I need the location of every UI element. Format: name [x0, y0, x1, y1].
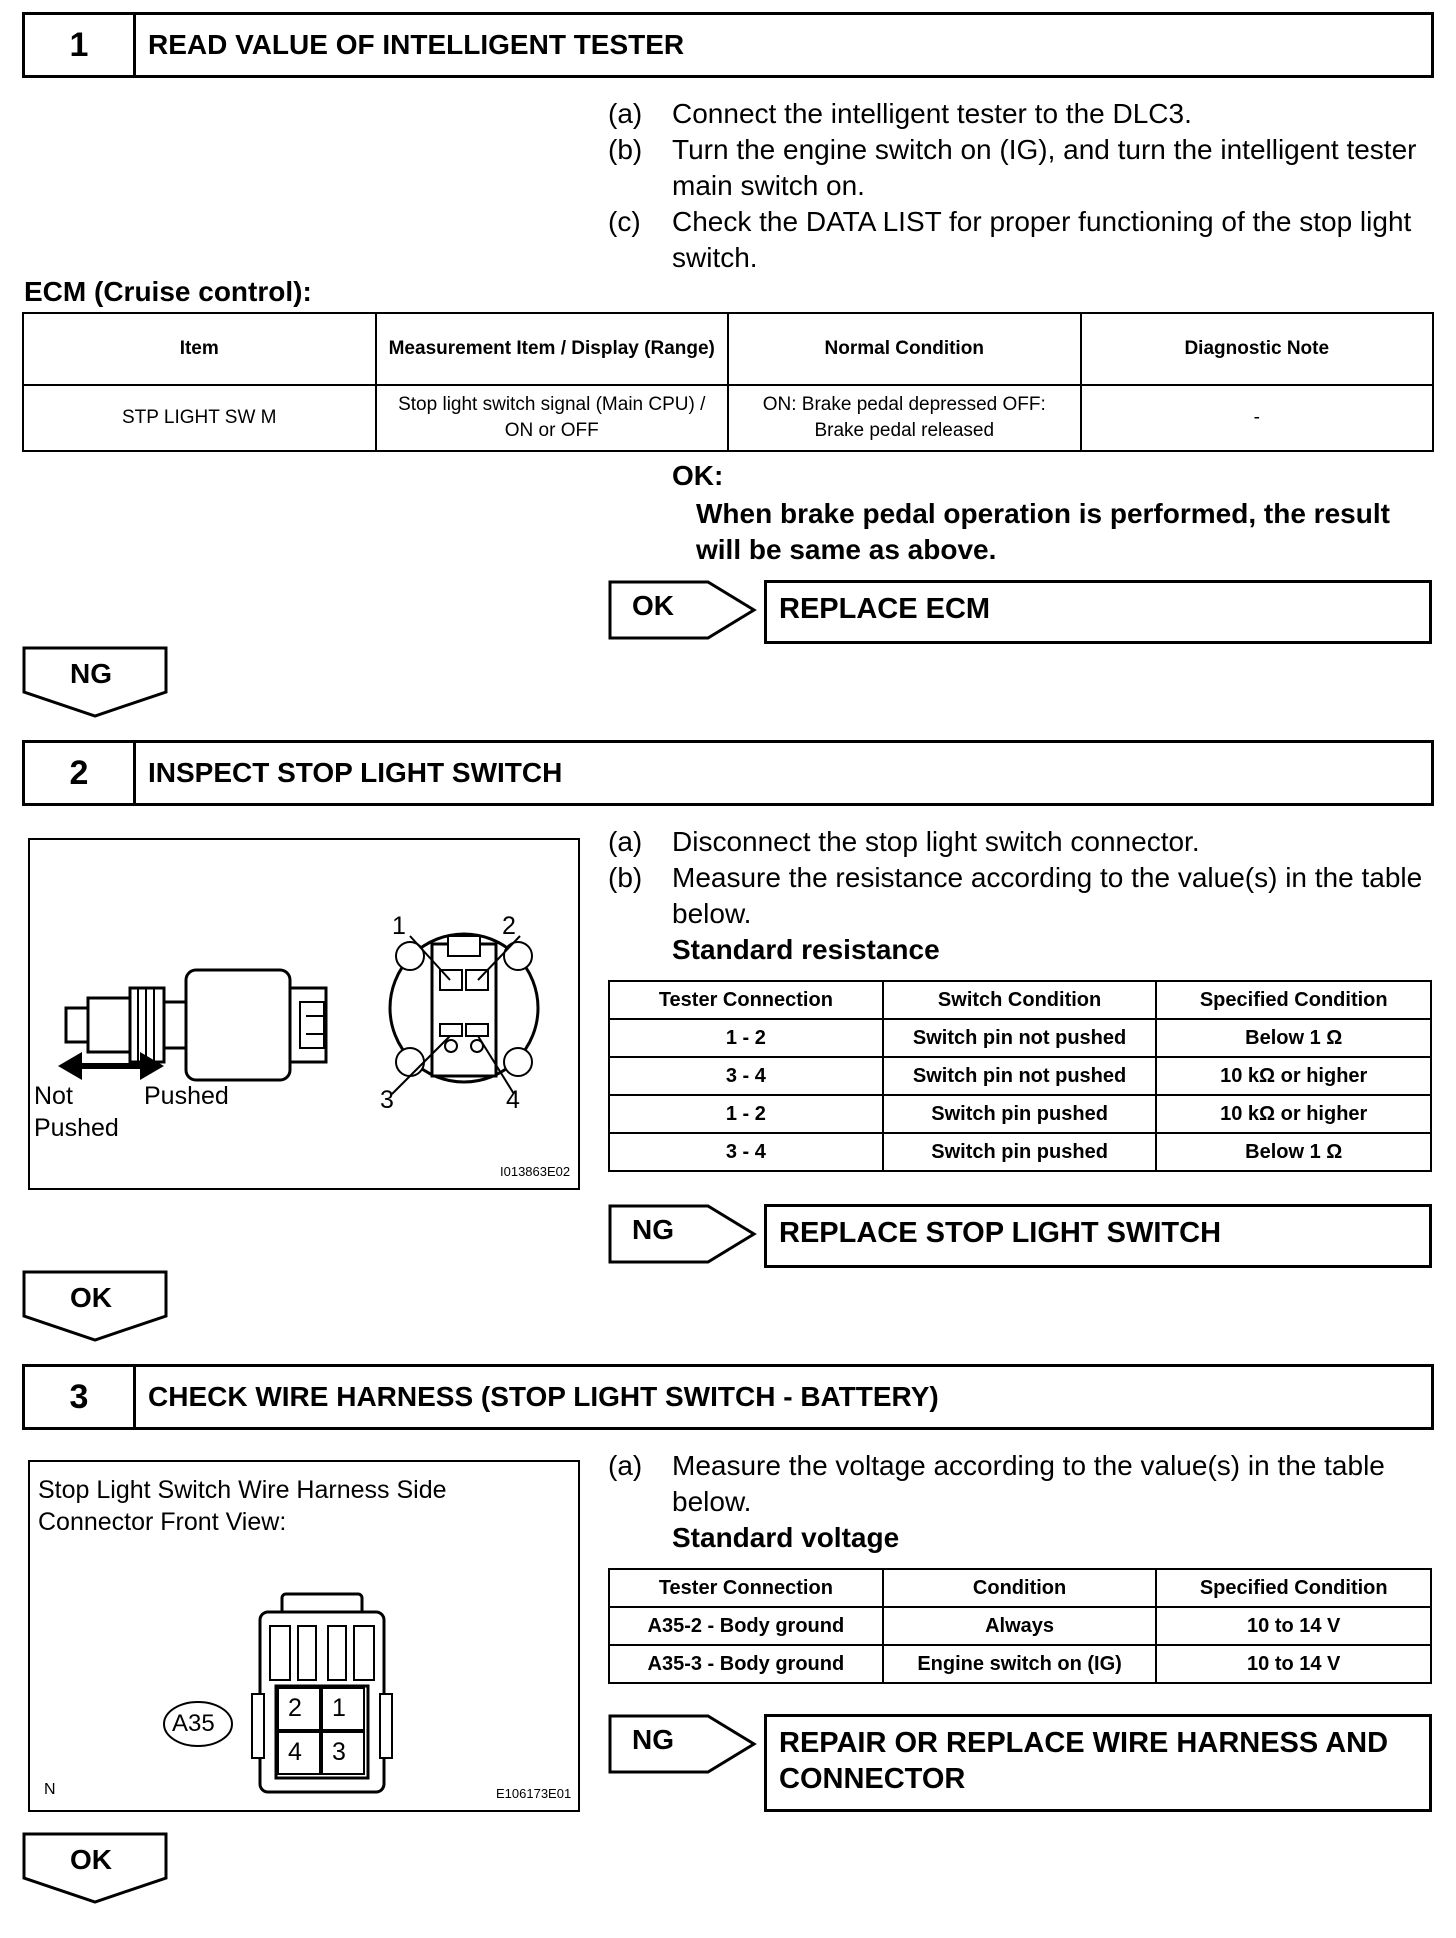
table-header-cell: Tester Connection	[609, 1569, 883, 1607]
table-cell: 3 - 4	[609, 1057, 883, 1095]
repair-wire-harness-box: REPAIR OR REPLACE WIRE HARNESS AND CONNECTOR	[764, 1714, 1432, 1812]
step1-header	[22, 12, 1434, 78]
step1-instruction-c: (c) Check the DATA LIST for proper functioning of the stop light switch.	[608, 206, 1412, 273]
figure-caption: Stop Light Switch Wire Harness Side Connector Front View:	[38, 1476, 447, 1536]
table-header-cell: Measurement Item / Display (Range)	[376, 313, 729, 385]
ecm-data-table	[22, 312, 1434, 452]
table-cell: Stop light switch signal (Main CPU) / ON or OFF	[376, 385, 729, 451]
step1-instructions	[608, 96, 1428, 276]
step2-instruction-b: (b) Measure the resistance according to the value(s) in the table below.	[608, 862, 1423, 929]
table-row	[609, 1607, 1431, 1645]
pin-label: 3	[380, 1086, 394, 1114]
table-cell: A35-2 - Body ground	[609, 1607, 883, 1645]
ok-label: OK	[70, 1844, 112, 1875]
standard-resistance-heading: Standard resistance	[672, 934, 940, 965]
table-cell: 10 to 14 V	[1156, 1645, 1431, 1683]
not-label: Not	[34, 1082, 73, 1110]
table-header-cell: Specified Condition	[1156, 1569, 1431, 1607]
pin-label: 4	[506, 1086, 520, 1114]
table-header-cell: Normal Condition	[728, 313, 1081, 385]
step3-number: 3	[25, 1367, 136, 1427]
ng-label: NG	[632, 1214, 674, 1245]
step2-title: INSPECT STOP LIGHT SWITCH	[148, 757, 563, 788]
table-cell: Below 1 Ω	[1156, 1133, 1431, 1171]
table-cell: -	[1081, 385, 1434, 451]
table-cell: STP LIGHT SW M	[23, 385, 376, 451]
table-cell: A35-3 - Body ground	[609, 1645, 883, 1683]
ok-label: OK	[632, 590, 674, 621]
table-row	[609, 1057, 1431, 1095]
step1-instruction-a: (a) Connect the intelligent tester to the DLC3.	[608, 98, 1192, 129]
table-cell: 1 - 2	[609, 1019, 883, 1057]
table-cell: Always	[883, 1607, 1157, 1645]
table-header-cell: Switch Condition	[883, 981, 1157, 1019]
voltage-table	[608, 1568, 1432, 1684]
table-cell: Below 1 Ω	[1156, 1019, 1431, 1057]
table-header-row	[609, 981, 1431, 1019]
ok-criteria-text: When brake pedal operation is performed, the result will be same as above.	[696, 498, 1390, 565]
table-header-row	[609, 1569, 1431, 1607]
ok-arrow-icon	[608, 580, 760, 640]
ng-arrow-icon	[608, 1714, 760, 1774]
table-row	[609, 1095, 1431, 1133]
table-header-row	[23, 313, 1433, 385]
step3-header	[22, 1364, 1434, 1430]
table-cell: Switch pin pushed	[883, 1095, 1157, 1133]
ok-heading: OK:	[672, 460, 724, 491]
wire-harness-connector-figure	[28, 1460, 580, 1812]
table-header-cell: Diagnostic Note	[1081, 313, 1434, 385]
ng-arrow-icon	[608, 1204, 760, 1264]
table-row	[23, 385, 1433, 451]
table-cell: 3 - 4	[609, 1133, 883, 1171]
ng-label: NG	[70, 658, 112, 689]
table-header-cell: Item	[23, 313, 376, 385]
step1-title: READ VALUE OF INTELLIGENT TESTER	[148, 29, 685, 60]
ng-label: NG	[632, 1724, 674, 1755]
figure-code: E106173E01	[496, 1786, 572, 1801]
table-cell: ON: Brake pedal depressed OFF: Brake pedal released	[728, 385, 1081, 451]
step3-instruction-a: (a) Measure the voltage according to the value(s) in the table below.	[608, 1450, 1385, 1517]
table-row	[609, 1019, 1431, 1057]
table-cell: Switch pin not pushed	[883, 1019, 1157, 1057]
replace-ecm-box: REPLACE ECM	[764, 580, 1432, 644]
table-cell: Engine switch on (IG)	[883, 1645, 1157, 1683]
table-cell: 10 kΩ or higher	[1156, 1057, 1431, 1095]
standard-voltage-heading: Standard voltage	[672, 1522, 900, 1553]
figure-corner-label: N	[44, 1781, 56, 1798]
resistance-table	[608, 980, 1432, 1172]
pin-label: 1	[392, 912, 406, 940]
step2-header	[22, 740, 1434, 806]
step1-number: 1	[25, 15, 136, 75]
stop-light-switch-figure	[28, 838, 580, 1190]
step1-instruction-b: (b) Turn the engine switch on (IG), and turn the intelligent tester main switch on.	[608, 134, 1417, 201]
figure-code: I013863E02	[500, 1164, 571, 1179]
replace-stop-light-switch-box: REPLACE STOP LIGHT SWITCH	[764, 1204, 1432, 1268]
table-cell: Switch pin not pushed	[883, 1057, 1157, 1095]
step2-instructions	[608, 824, 1428, 968]
table-cell: 10 kΩ or higher	[1156, 1095, 1431, 1133]
step3-title: CHECK WIRE HARNESS (STOP LIGHT SWITCH - BATTERY)	[148, 1381, 939, 1412]
table-cell: 10 to 14 V	[1156, 1607, 1431, 1645]
step2-number: 2	[25, 743, 136, 803]
step2-instruction-a: (a) Disconnect the stop light switch connector.	[608, 826, 1200, 857]
ecm-table-caption: ECM (Cruise control):	[24, 276, 312, 307]
connector-code-label: A35	[172, 1710, 215, 1737]
table-row	[609, 1645, 1431, 1683]
pin-label: 2	[502, 912, 516, 940]
not-pushed-label: Pushed	[34, 1114, 119, 1142]
pin-label: 4	[288, 1738, 302, 1766]
pin-label: 2	[288, 1694, 302, 1722]
table-header-cell: Tester Connection	[609, 981, 883, 1019]
pin-label: 1	[332, 1694, 346, 1722]
pin-label: 3	[332, 1738, 346, 1766]
step3-instructions	[608, 1448, 1428, 1556]
connector-front-view-icon	[30, 1462, 578, 1810]
pushed-label: Pushed	[144, 1082, 229, 1110]
table-cell: 1 - 2	[609, 1095, 883, 1133]
table-cell: Switch pin pushed	[883, 1133, 1157, 1171]
table-row	[609, 1133, 1431, 1171]
table-header-cell: Specified Condition	[1156, 981, 1431, 1019]
table-header-cell: Condition	[883, 1569, 1157, 1607]
ok-label: OK	[70, 1282, 112, 1313]
